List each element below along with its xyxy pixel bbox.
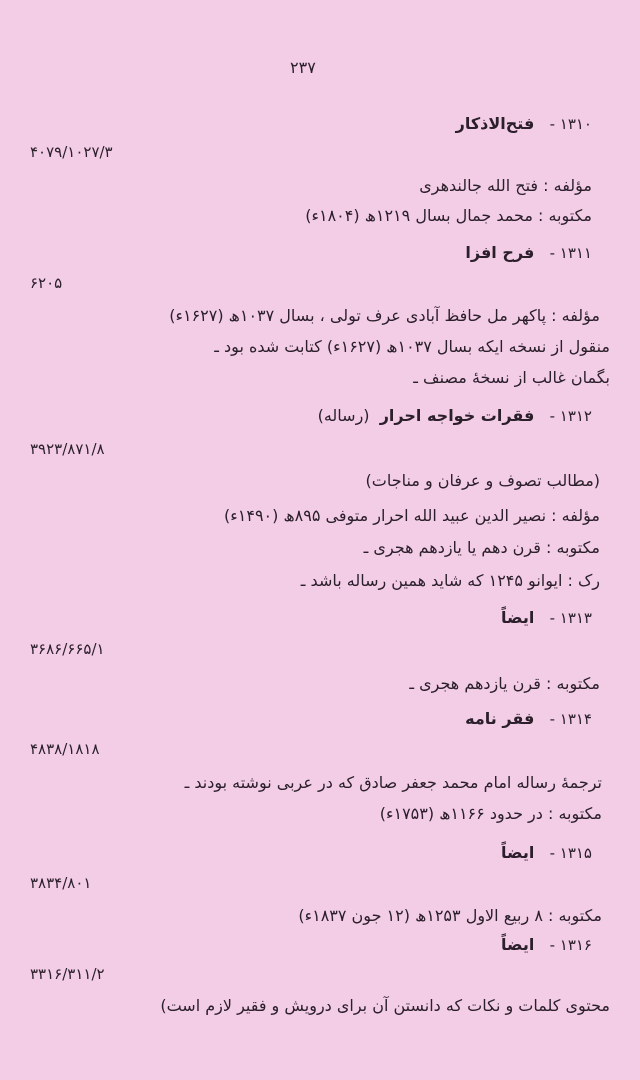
page-number: ۲۳۷ — [290, 58, 316, 77]
entry-header — [465, 242, 592, 264]
entry-header — [456, 113, 592, 135]
shelf-reference: ۴۰۷۹/۱۰۲۷/۳ — [30, 143, 113, 161]
entry-title: فقرات خواجه احرار — [379, 406, 535, 425]
entry-line: محتوی کلمات و نکات که دانستن آن برای درویش و فقیر لازم است) — [160, 996, 610, 1015]
entry-number: ۱۳۱۲ - — [549, 407, 592, 425]
entry-line: مؤلفه : فتح الله جالندهری — [419, 176, 592, 195]
entry-number: ۱۳۱۵ - — [549, 844, 592, 862]
entry-header — [501, 934, 592, 956]
entry-line: مکتوبه : قرن یازدهم هجری ـ — [409, 674, 600, 693]
shelf-reference: ۳۶۸۶/۶۶۵/۱ — [30, 640, 105, 658]
entry-line: مکتوبه : در حدود ۱۱۶۶ھ (۱۷۵۳ء) — [379, 804, 602, 823]
entry-header — [465, 708, 592, 730]
shelf-reference: ۶۲۰۵ — [30, 274, 63, 292]
entry-header — [501, 607, 592, 629]
entry-title-suffix: (رساله) — [317, 406, 370, 425]
entry-line: منقول از نسخه ایکه بسال ۱۰۳۷ھ (۱۶۲۷ء) کتابت شده بود ـ — [214, 337, 610, 356]
shelf-reference: ۳۳۱۶/۳۱۱/۲ — [30, 965, 105, 983]
entry-title: فقر نامه — [465, 709, 535, 728]
shelf-reference: ۳۸۳۴/۸۰۱ — [30, 874, 92, 892]
entry-line: مکتوبه : محمد جمال بسال ۱۲۱۹ھ (۱۸۰۴ء) — [305, 206, 592, 225]
entry-title: فرح افزا — [465, 243, 535, 262]
entry-number: ۱۳۱۳ - — [549, 609, 592, 627]
entry-line: بگمان غالب از نسخهٔ مصنف ـ — [413, 368, 610, 387]
shelf-reference: ۳۹۲۳/۸۷۱/۸ — [30, 440, 105, 458]
entry-number: ۱۳۱۶ - — [549, 936, 592, 954]
entry-line: مؤلفه : پاکھر مل حافظ آبادی عرف تولی ، بسال ۱۰۳۷ھ (۱۶۲۷ء) — [169, 306, 600, 325]
entry-title: فتح‌الاذکار — [455, 114, 535, 133]
entry-title: ایضاً — [501, 935, 535, 954]
entry-number: ۱۳۱۱ - — [549, 244, 592, 262]
entry-title: ایضاً — [501, 843, 535, 862]
entry-line: مکتوبه : ۸ ربیع الاول ۱۲۵۳ھ (۱۲ جون ۱۸۳۷ء) — [298, 906, 602, 925]
shelf-reference: ۴۸۳۸/۱۸۱۸ — [30, 740, 100, 758]
entry-header — [318, 405, 592, 427]
entry-line: رک : ایوانو ۱۲۴۵ که شاید همین رساله باشد ـ — [300, 571, 600, 590]
entry-line: (مطالب تصوف و عرفان و مناجات) — [365, 471, 600, 490]
entry-header — [501, 842, 592, 864]
entry-line: مؤلفه : نصیر الدین عبید الله احرار متوفی ۸۹۵ھ (۱۴۹۰ء) — [224, 506, 600, 525]
entry-line: مکتوبه : قرن دهم یا یازدهم هجری ـ — [363, 538, 600, 557]
entry-line: ترجمهٔ رساله امام محمد جعفر صادق که در عربی نوشته بودند ـ — [184, 773, 602, 792]
entry-number: ۱۳۱۴ - — [549, 710, 592, 728]
entry-number: ۱۳۱۰ - — [549, 115, 592, 133]
entry-title: ایضاً — [501, 608, 535, 627]
